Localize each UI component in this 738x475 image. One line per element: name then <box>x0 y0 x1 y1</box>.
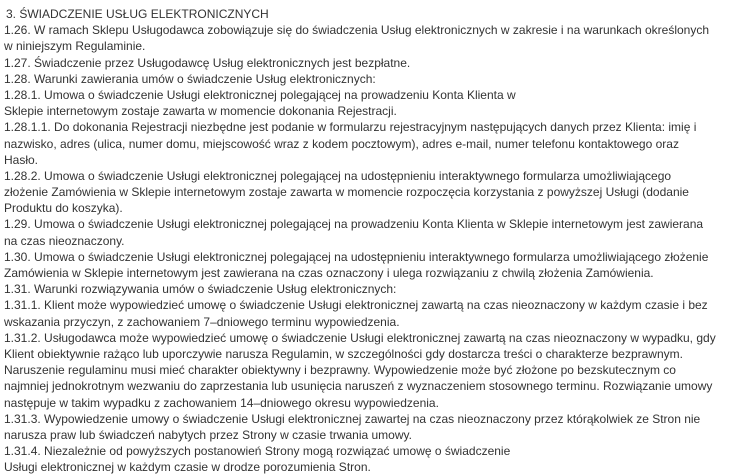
paragraph-line: 1.27. Świadczenie przez Usługodawcę Usług elektronicznych jest bezpłatne. <box>4 55 411 70</box>
paragraph-line: 1.29. Umowa o świadczenie Usługi elektronicznej polegającej na prowadzeniu Konta Klienta w Sklepie internetowym jest zawierana <box>4 217 704 232</box>
paragraph-line: 1.28.2. Umowa o świadczenie Usługi elektronicznej polegającej na udostępnieniu interaktywnego formularza umożliwiającego <box>4 168 672 183</box>
paragraph-line: najmniej jednokrotnym wezwaniu do zaprzestania lub usunięcia naruszeń z wyznaczeniem stosownego terminu. Rozwiązanie umowy <box>4 379 713 394</box>
paragraph-line: na czas nieoznaczony. <box>4 233 125 248</box>
paragraph-line: 1.28.1.1. Do dokonania Rejestracji niezbędne jest podanie w formularzu rejestracyjnym następujących danych przez Klienta: imię i <box>4 120 697 135</box>
paragraph-line: Usługi elektronicznej w każdym czasie w drodze porozumienia Stron. <box>4 460 371 475</box>
paragraph-line: narusza praw lub świadczeń nabytych przez Strony w czasie trwania umowy. <box>4 427 412 442</box>
paragraph-line: Zamówienia w Sklepie internetowym jest zawierana na czas oznaczony i ulega rozwiązaniu z chwilą złożenia Zamówienia. <box>4 266 654 280</box>
paragraph-line: następuje w takim wypadku z zachowaniem 14–dniowego okresu wypowiedzenia. <box>4 395 439 410</box>
paragraph-line: wskazania przyczyn, z zachowaniem 7–dniowego terminu wypowiedzenia. <box>4 314 400 329</box>
paragraph-line: w niniejszym Regulaminie. <box>4 39 146 54</box>
paragraph-line: 1.31.2. Usługodawca może wypowiedzieć umowę o świadczenie Usługi elektronicznej zawartą na czas nieoznaczony w wypadku, gdy <box>4 330 716 345</box>
paragraph-line: Produktu do koszyka). <box>4 201 123 216</box>
paragraph-line: 1.28. Warunki zawierania umów o świadczenie Usług elektronicznych: <box>4 71 376 86</box>
paragraph-line: 1.31.3. Wypowiedzenie umowy o świadczenie Usługi elektronicznej zawartej na czas nieoznaczony przez którąkolwiek ze Stron nie <box>4 411 701 426</box>
paragraph-line: 1.26. W ramach Sklepu Usługodawca zobowiązuje się do świadczenia Usług elektronicznych w zakresie i na warunkach określonych <box>4 23 710 38</box>
section-body <box>4 22 734 475</box>
paragraph-line: nazwisko, adres (ulica, numer domu, miejscowość wraz z kodem pocztowym), adres e-mail, numer telefonu kontaktowego oraz <box>4 136 679 151</box>
paragraph-line: 1.28.1. Umowa o świadczenie Usługi elektronicznej polegającej na prowadzeniu Konta Klienta w <box>4 87 516 102</box>
paragraph-line: 1.31.1. Klient może wypowiedzieć umowę o świadczenie Usługi elektronicznej zawartą na czas nieoznaczony w każdym czasie i bez <box>4 298 708 313</box>
paragraph-line: Naruszenie regulaminu musi mieć charakter obiektywny i bezprawny. Wypowiedzenie może być złożone po bezskutecznym co <box>4 363 676 378</box>
paragraph-line: Hasło. <box>4 152 39 167</box>
section-heading: 3. ŚWIADCZENIE USŁUG ELEKTRONICZNYCH <box>6 7 269 21</box>
paragraph-line: złożenie Zamówienia w Sklepie internetowym zostaje zawarta w momencie rozpoczęcia korzystania z powyższej Usługi (dodanie <box>4 185 689 200</box>
paragraph-line: Klient obiektywnie rażąco lub uporczywie narusza Regulamin, w szczególności gdy dostarcza treści o charakterze bezprawnym. <box>4 346 683 361</box>
paragraph-line: 1.30. Umowa o świadczenie Usługi elektronicznej polegającej na udostępnieniu interaktywnego formularza umożliwiającego złożenie <box>4 249 709 264</box>
paragraph-line: 1.31.4. Niezależnie od powyższych postanowień Strony mogą rozwiązać umowę o świadczenie <box>4 444 511 459</box>
paragraph-line: Sklepie internetowym zostaje zawarta w momencie dokonania Rejestracji. <box>4 104 397 119</box>
paragraph-line: 1.31. Warunki rozwiązywania umów o świadczenie Usług elektronicznych: <box>4 282 397 297</box>
regulations-document <box>4 6 734 475</box>
